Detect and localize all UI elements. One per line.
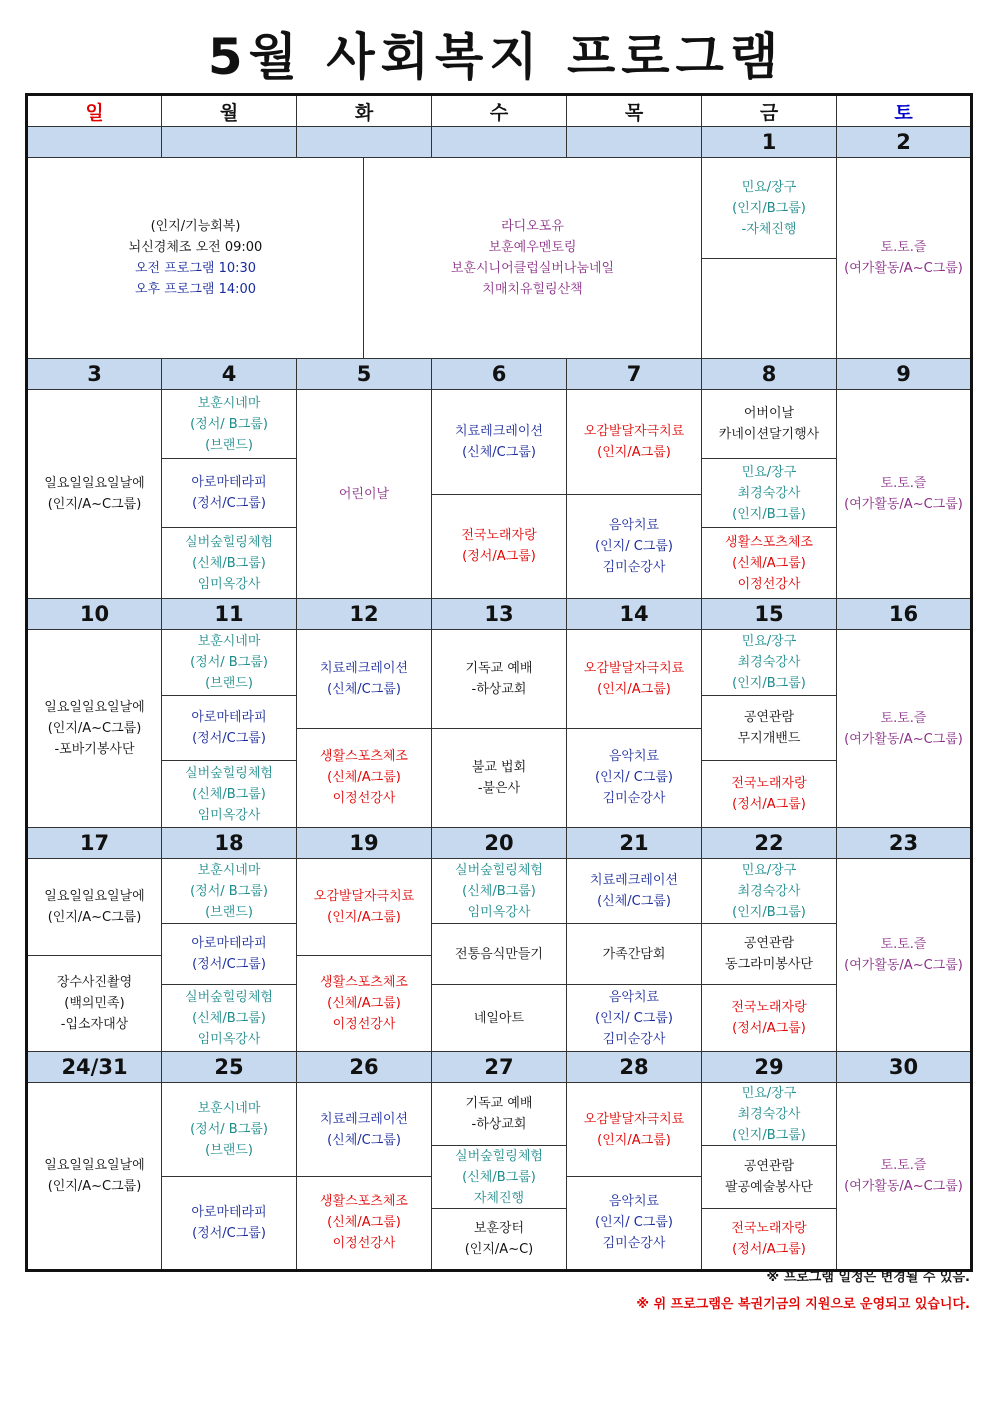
program-line: (인지/A~C) xyxy=(464,1242,534,1257)
date-cell: 22 xyxy=(702,828,837,859)
date-cell: 13 xyxy=(432,599,567,630)
program-entry xyxy=(432,1209,566,1269)
date-row-week1 xyxy=(27,127,972,158)
sun-cell xyxy=(27,1083,162,1271)
program-entry xyxy=(162,459,296,528)
program-entry xyxy=(432,391,566,495)
program-entry xyxy=(28,956,161,1051)
thu-cell xyxy=(567,1083,702,1271)
program-line: 치료레크레이션 xyxy=(590,873,678,888)
fri-cell xyxy=(702,630,837,828)
date-cell: 21 xyxy=(567,828,702,859)
program-entry xyxy=(702,459,836,528)
program-entry xyxy=(567,391,701,495)
program-entry xyxy=(432,859,566,924)
program-line: (신체/A그룹) xyxy=(327,995,401,1011)
program-line: (브랜드) xyxy=(205,1143,253,1158)
program-line: 전국노래자랑 xyxy=(731,1221,807,1236)
program-entry xyxy=(162,696,296,761)
program-line: (정서/ B그룹) xyxy=(190,655,268,670)
program-line: 전국노래자랑 xyxy=(731,776,807,791)
program-line: 음악치료 xyxy=(608,1194,660,1209)
program-line: 최경숙강사 xyxy=(737,655,801,670)
program-line: 생활스포츠체조 xyxy=(320,749,408,764)
tue-cell xyxy=(297,1083,432,1271)
date-cell: 7 xyxy=(567,359,702,390)
program-line: (여가활동/A~C그룹) xyxy=(844,1179,963,1194)
program-line: (인지/A~C그룹) xyxy=(47,1179,142,1194)
program-line: 어린이날 xyxy=(338,486,390,502)
sat-cell xyxy=(837,158,972,359)
program-line: 민요/장구 xyxy=(741,862,797,878)
program-line: 팔공예술봉사단 xyxy=(725,1180,813,1195)
program-line: (여가활동/A~C그룹) xyxy=(844,958,963,973)
program-line: 생활스포츠체조 xyxy=(725,534,813,550)
date-row-week3 xyxy=(27,599,972,630)
tue-cell xyxy=(297,630,432,828)
sat-cell xyxy=(837,390,972,599)
program-entry xyxy=(702,696,836,761)
program-line: (브랜드) xyxy=(205,904,253,920)
program-line: 공연관람 xyxy=(743,936,795,951)
program-line: (신체/A그룹) xyxy=(327,1215,401,1230)
program-entry xyxy=(567,495,701,598)
wed-cell xyxy=(432,859,567,1052)
schedule-info-line: 뇌신경체조 오전 09:00 xyxy=(128,240,263,255)
program-line: 치료레크레이션 xyxy=(320,1111,408,1127)
program-entry xyxy=(297,1177,431,1269)
date-cell: 6 xyxy=(432,359,567,390)
activity-line: 라디오포유 xyxy=(501,219,564,234)
program-line: (신체/C그룹) xyxy=(597,894,671,909)
program-line: (인지/B그룹) xyxy=(732,1127,806,1143)
program-entry xyxy=(297,631,431,729)
program-line: 오감발달자극치료 xyxy=(583,1111,685,1127)
date-row-week5 xyxy=(27,1052,972,1083)
program-entry xyxy=(432,1146,566,1209)
date-cell: 5 xyxy=(297,359,432,390)
program-entry xyxy=(567,985,701,1051)
schedule-info-line: (인지/기능회복) xyxy=(150,219,241,234)
page-title: 5월 사회복지 프로그램 xyxy=(207,28,785,86)
content-row-week2 xyxy=(27,390,972,599)
program-entry xyxy=(432,729,566,827)
program-line: 기독교 예배 xyxy=(465,1096,533,1111)
program-line: 민요/장구 xyxy=(741,179,797,195)
program-entry xyxy=(162,1084,296,1177)
activity-line: 보훈시니어클럽실버나눔네일 xyxy=(450,261,615,276)
program-entry xyxy=(162,924,296,985)
sat-cell xyxy=(837,1083,972,1271)
program-entry xyxy=(702,158,836,259)
program-entry xyxy=(702,528,836,598)
program-entry xyxy=(432,924,566,985)
schedule-info-line: 오후 프로그램 14:00 xyxy=(134,282,257,297)
program-line: (신체/B그룹) xyxy=(462,1169,536,1185)
mon-cell xyxy=(162,859,297,1052)
sat-cell xyxy=(837,630,972,828)
program-line: 어버이날 xyxy=(743,406,795,421)
program-line: (인지/A그룹) xyxy=(597,682,671,697)
program-entry xyxy=(432,985,566,1051)
week1-info-cell xyxy=(27,158,702,359)
program-line: 공연관람 xyxy=(743,710,795,725)
program-line: 오감발달자극치료 xyxy=(313,889,415,904)
program-line: (신체/B그룹) xyxy=(462,883,536,899)
program-line: 카네이션달기행사 xyxy=(718,427,820,442)
calendar-table xyxy=(25,93,973,1272)
program-line: 음악치료 xyxy=(608,749,660,764)
thu-cell xyxy=(567,630,702,828)
program-line: (인지/ C그룹) xyxy=(595,770,673,785)
program-line: (인지/ C그룹) xyxy=(595,1010,673,1026)
program-line: (정서/ B그룹) xyxy=(190,416,268,432)
wed-cell xyxy=(432,630,567,828)
program-line: (브랜드) xyxy=(205,676,253,691)
funding-note: ※ 위 프로그램은 복권기금의 지원으로 운영되고 있습니다. xyxy=(636,1297,970,1312)
program-line: -입소자대상 xyxy=(60,1016,129,1032)
date-cell: 1 xyxy=(702,127,837,158)
weekday-sun: 일 xyxy=(27,95,162,127)
program-line: 가족간담회 xyxy=(602,946,666,962)
sat-cell xyxy=(837,859,972,1052)
program-line: 생활스포츠체조 xyxy=(320,974,408,990)
program-line: (인지/B그룹) xyxy=(732,506,806,522)
program-entry xyxy=(432,1083,566,1146)
program-line: 토.토.즐 xyxy=(880,937,927,952)
program-line: 이정선강사 xyxy=(737,576,801,592)
program-entry xyxy=(702,1083,836,1146)
program-entry xyxy=(162,528,296,598)
content-row-week1 xyxy=(27,158,972,359)
program-line: 최경숙강사 xyxy=(737,883,801,899)
date-cell: 4 xyxy=(162,359,297,390)
content-row-week3 xyxy=(27,630,972,828)
schedule-info-line: 오전 프로그램 10:30 xyxy=(134,261,257,276)
program-line: 음악치료 xyxy=(608,989,660,1005)
program-entry xyxy=(702,630,836,696)
program-line: (인지/B그룹) xyxy=(732,676,806,691)
program-line: 최경숙강사 xyxy=(737,1106,801,1122)
program-entry xyxy=(28,860,161,956)
program-entry xyxy=(702,924,836,985)
program-entry xyxy=(297,1084,431,1177)
date-row-week4 xyxy=(27,828,972,859)
date-cell: 26 xyxy=(297,1052,432,1083)
thu-cell xyxy=(567,859,702,1052)
program-line: 오감발달자극치료 xyxy=(583,661,685,676)
program-line: -하상교회 xyxy=(471,1117,527,1132)
program-line: 보훈시네마 xyxy=(197,1101,261,1116)
program-line: 실버숲힐링체험 xyxy=(185,765,273,781)
program-line: (정서/C그룹) xyxy=(192,731,266,746)
program-line: 무지개밴드 xyxy=(737,731,801,746)
program-line: (인지/A그룹) xyxy=(597,445,671,460)
wed-cell xyxy=(432,1083,567,1271)
program-line: (신체/C그룹) xyxy=(462,445,536,460)
date-cell xyxy=(432,127,567,158)
weekday-header-row xyxy=(27,95,972,127)
date-cell: 8 xyxy=(702,359,837,390)
program-line: 임미옥강사 xyxy=(197,1031,261,1047)
program-line: 실버숲힐링체험 xyxy=(455,1148,543,1164)
wed-cell xyxy=(432,390,567,599)
program-line: 불교 법회 xyxy=(471,759,527,775)
program-entry xyxy=(702,985,836,1051)
program-line: (신체/B그룹) xyxy=(192,1010,266,1026)
fri-cell xyxy=(702,859,837,1052)
program-line: (여가활동/A~C그룹) xyxy=(844,261,963,276)
program-line: 아로마테라피 xyxy=(191,475,267,490)
content-row-week5 xyxy=(27,1083,972,1271)
program-line: 아로마테라피 xyxy=(191,1204,267,1220)
program-line: (정서/C그룹) xyxy=(192,1225,266,1241)
program-line: -불은사 xyxy=(477,780,521,796)
program-entry xyxy=(702,761,836,827)
date-cell: 12 xyxy=(297,599,432,630)
program-line: 민요/장구 xyxy=(741,634,797,649)
activity-line: 보훈예우멘토링 xyxy=(488,240,577,255)
program-line: 치료레크레이션 xyxy=(455,424,543,439)
program-line: 전국노래자랑 xyxy=(461,528,537,543)
program-entry xyxy=(567,859,701,924)
program-entry xyxy=(162,630,296,696)
date-cell: 2 xyxy=(837,127,972,158)
program-entry xyxy=(567,924,701,985)
program-entry xyxy=(432,495,566,598)
date-cell: 19 xyxy=(297,828,432,859)
thu-cell xyxy=(567,390,702,599)
date-cell: 18 xyxy=(162,828,297,859)
weekday-thu: 목 xyxy=(567,95,702,127)
program-line: 음악치료 xyxy=(608,517,660,533)
program-line: 전통음식만들기 xyxy=(455,946,543,962)
program-line: 민요/장구 xyxy=(741,464,797,480)
program-line: (정서/ B그룹) xyxy=(190,883,268,899)
program-line: 일요일일요일날에 xyxy=(44,1158,145,1173)
program-line: (인지/ C그룹) xyxy=(595,538,673,554)
program-line: (정서/C그룹) xyxy=(192,957,266,972)
program-entry xyxy=(702,1209,836,1269)
activity-list xyxy=(364,158,701,358)
program-line: (여가활동/A~C그룹) xyxy=(844,731,963,747)
program-line: 이정선강사 xyxy=(332,791,396,806)
program-line: 자체진행 xyxy=(473,1190,525,1206)
program-line: (정서/A그룹) xyxy=(732,797,806,812)
program-entry xyxy=(162,859,296,924)
program-line: 오감발달자극치료 xyxy=(583,424,685,439)
date-cell xyxy=(567,127,702,158)
program-line: 이정선강사 xyxy=(332,1016,396,1032)
date-cell: 9 xyxy=(837,359,972,390)
program-line: (인지/A~C그룹) xyxy=(47,910,142,925)
program-line: 아로마테라피 xyxy=(191,936,267,951)
date-cell: 25 xyxy=(162,1052,297,1083)
date-cell: 28 xyxy=(567,1052,702,1083)
program-line: (인지/A그룹) xyxy=(597,1132,671,1148)
mon-cell xyxy=(162,630,297,828)
mon-cell xyxy=(162,390,297,599)
fri-cell xyxy=(702,390,837,599)
program-line: (인지/A그룹) xyxy=(327,910,401,925)
program-line: 일요일일요일날에 xyxy=(44,889,145,904)
program-line: (인지/ C그룹) xyxy=(595,1215,673,1230)
program-line: (신체/C그룹) xyxy=(327,682,401,697)
program-line: 실버숲힐링체험 xyxy=(455,862,543,878)
program-line: 네일아트 xyxy=(473,1010,525,1026)
date-cell: 20 xyxy=(432,828,567,859)
program-line: (인지/B그룹) xyxy=(732,904,806,920)
weekday-fri: 금 xyxy=(702,95,837,127)
tue-cell xyxy=(297,859,432,1052)
date-cell xyxy=(162,127,297,158)
schedule-change-note: ※ 프로그램 일정은 변경될 수 있음. xyxy=(766,1270,970,1285)
sun-cell xyxy=(27,859,162,1052)
program-line: 김미순강사 xyxy=(602,791,666,806)
date-cell: 14 xyxy=(567,599,702,630)
program-line: 김미순강사 xyxy=(602,1236,666,1251)
program-line: (백의민족) xyxy=(64,995,125,1011)
sun-cell xyxy=(27,630,162,828)
activity-line: 치매치유힐링산책 xyxy=(482,282,583,297)
date-cell: 10 xyxy=(27,599,162,630)
program-entry xyxy=(297,860,431,956)
program-line: (인지/A~C그룹) xyxy=(47,721,142,736)
date-cell: 3 xyxy=(27,359,162,390)
program-line: 토.토.즐 xyxy=(880,476,927,491)
program-line: 최경숙강사 xyxy=(737,485,801,501)
program-line: 아로마테라피 xyxy=(191,710,267,725)
program-line: 치료레크레이션 xyxy=(320,661,408,676)
program-entry xyxy=(702,390,836,459)
program-line: (정서/ B그룹) xyxy=(190,1122,268,1137)
program-line: 공연관람 xyxy=(743,1159,795,1174)
program-entry xyxy=(567,631,701,729)
fri-cell xyxy=(702,158,837,359)
program-line: (인지/B그룹) xyxy=(732,200,806,216)
date-cell: 30 xyxy=(837,1052,972,1083)
program-line: 전국노래자랑 xyxy=(731,1000,807,1015)
fri-cell xyxy=(702,1083,837,1271)
program-line: 임미옥강사 xyxy=(467,904,531,920)
program-line: (신체/A그룹) xyxy=(327,770,401,785)
program-entry xyxy=(567,1177,701,1269)
program-line: 민요/장구 xyxy=(741,1085,797,1101)
date-cell xyxy=(297,127,432,158)
program-line: (인지/A~C그룹) xyxy=(47,497,142,512)
program-line: 이정선강사 xyxy=(332,1236,396,1251)
program-entry xyxy=(567,1084,701,1177)
program-line: -하상교회 xyxy=(471,682,527,697)
mon-cell xyxy=(162,1083,297,1271)
date-cell: 29 xyxy=(702,1052,837,1083)
program-line: (브랜드) xyxy=(205,437,253,453)
program-line: 보훈장터 xyxy=(473,1221,525,1236)
weekday-tue: 화 xyxy=(297,95,432,127)
program-line: (정서/C그룹) xyxy=(192,496,266,511)
program-line: 토.토.즐 xyxy=(880,1158,927,1173)
program-line: 일요일일요일날에 xyxy=(44,700,145,715)
program-line: -포바기봉사단 xyxy=(54,742,135,757)
program-line: 기독교 예배 xyxy=(465,661,533,676)
content-row-week4 xyxy=(27,859,972,1052)
date-cell: 27 xyxy=(432,1052,567,1083)
program-line: 일요일일요일날에 xyxy=(44,476,145,491)
program-line: (여가활동/A~C그룹) xyxy=(844,497,963,512)
date-row-week2 xyxy=(27,359,972,390)
program-entry xyxy=(162,1177,296,1269)
program-entry xyxy=(162,985,296,1051)
date-cell: 23 xyxy=(837,828,972,859)
tue-cell xyxy=(297,390,432,599)
date-cell: 15 xyxy=(702,599,837,630)
program-line: 실버숲힐링체험 xyxy=(185,534,273,550)
schedule-info xyxy=(28,158,364,358)
program-line: 보훈시네마 xyxy=(197,395,261,411)
program-entry xyxy=(567,729,701,827)
program-line: 동그라미봉사단 xyxy=(725,957,813,972)
program-line: (신체/B그룹) xyxy=(192,786,266,802)
program-line: (정서/A그룹) xyxy=(462,549,536,564)
program-entry xyxy=(432,631,566,729)
date-cell: 24/31 xyxy=(27,1052,162,1083)
program-line: (신체/B그룹) xyxy=(192,555,266,571)
program-line: (신체/A그룹) xyxy=(732,555,806,571)
program-entry xyxy=(297,729,431,827)
program-entry xyxy=(162,761,296,827)
program-line: 실버숲힐링체험 xyxy=(185,989,273,1005)
program-entry xyxy=(702,859,836,924)
program-line: 임미옥강사 xyxy=(197,807,261,823)
program-line: -자체진행 xyxy=(741,221,797,237)
weekday-wed: 수 xyxy=(432,95,567,127)
date-cell: 16 xyxy=(837,599,972,630)
program-line: 보훈시네마 xyxy=(197,634,261,649)
program-line: (정서/A그룹) xyxy=(732,1021,806,1036)
program-line: 토.토.즐 xyxy=(880,710,927,726)
date-cell xyxy=(27,127,162,158)
program-line: (정서/A그룹) xyxy=(732,1242,806,1257)
program-line: 장수사진촬영 xyxy=(56,974,133,990)
program-line: 김미순강사 xyxy=(602,1031,666,1047)
program-entry xyxy=(162,390,296,459)
date-cell: 11 xyxy=(162,599,297,630)
program-entry xyxy=(297,956,431,1051)
weekday-sat: 토 xyxy=(837,95,972,127)
program-line: 김미순강사 xyxy=(602,559,666,575)
sun-cell xyxy=(27,390,162,599)
weekday-mon: 월 xyxy=(162,95,297,127)
program-line: 임미옥강사 xyxy=(197,576,261,592)
program-entry xyxy=(702,1146,836,1209)
program-line: 생활스포츠체조 xyxy=(320,1194,408,1209)
program-line: 토.토.즐 xyxy=(880,240,927,255)
date-cell: 17 xyxy=(27,828,162,859)
program-line: 보훈시네마 xyxy=(197,862,261,878)
program-line: (신체/C그룹) xyxy=(327,1132,401,1148)
